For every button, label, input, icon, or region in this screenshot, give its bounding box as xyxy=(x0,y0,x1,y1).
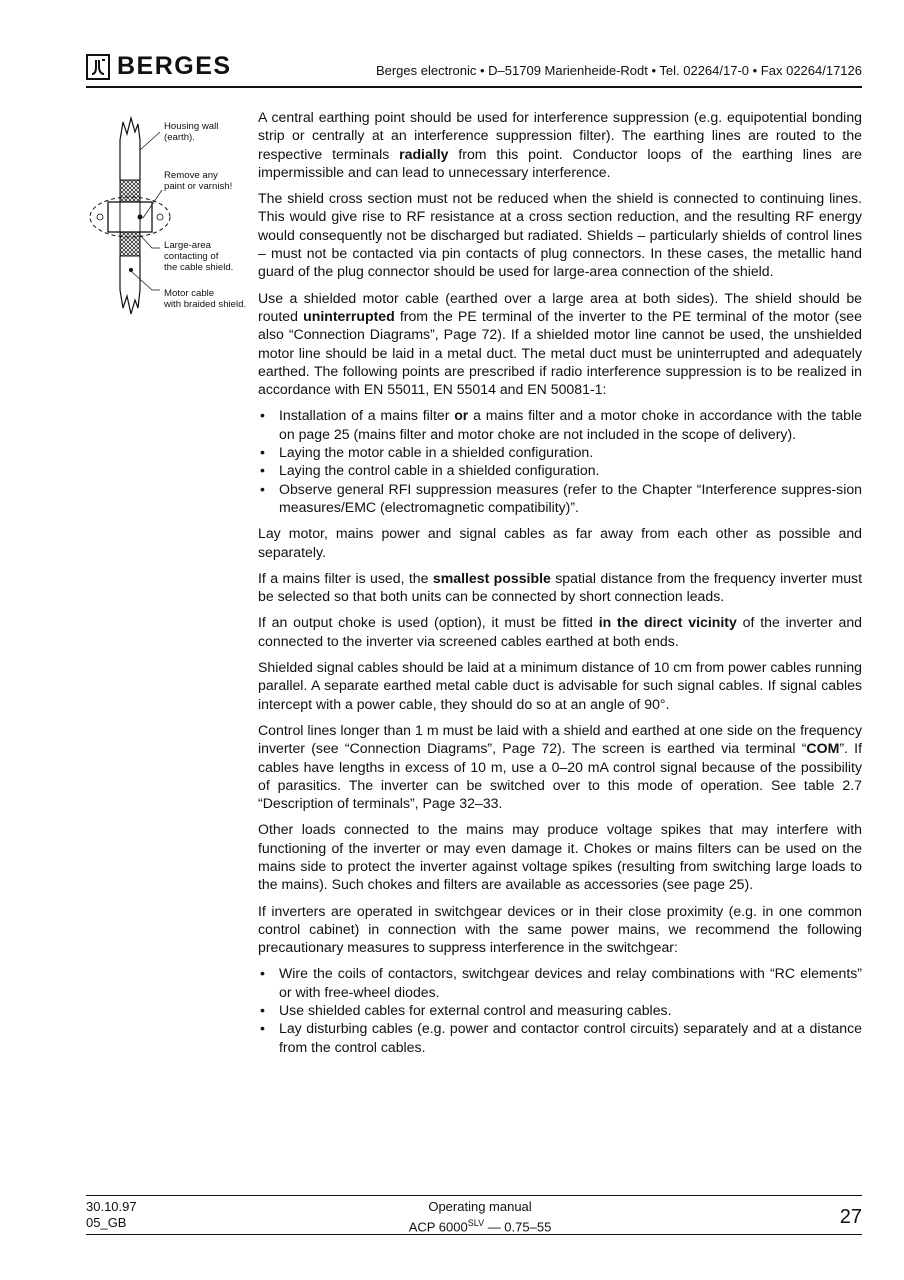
header-divider xyxy=(86,86,862,88)
paragraph-signal-cables: Shielded signal cables should be laid at a minimum distance of 10 cm from power cables running parallel. A separate earthed metal cable duct is advisable for such signal cables. If signal cables intercept with a power cable, they should do so at an angle of 90°. xyxy=(258,659,863,712)
paragraph-voltage-spikes: Other loads connected to the mains may produce voltage spikes that may interfere with functioning of the inverter or may even damage it. Chokes or mains filters can be used on the mains side to protect the inverter against voltage spikes (resulting from switching large loads to the mains). Such chokes and filters are available as accessories (see page 25). xyxy=(258,821,862,893)
main-text xyxy=(258,108,862,1064)
page-number: 27 xyxy=(839,1206,862,1228)
paragraph-shielded-motor-cable: Use a shielded motor cable (earthed over a large area at both sides). The shield should be routed uninterrupted from the PE terminal of the inverter to the PE terminal of the motor (see also “Connection Diagrams”, Page 72). If a shielded motor line cannot be used, the unshielded motor line should be laid in a metal duct. The metal duct must be uninterrupted and adequately earthed. The following points are prescribed if radio interference suppression is to be realized in accordance with EN 55011, EN 55014 and EN 50081-1: xyxy=(258,289,862,398)
footer-meta xyxy=(86,1199,137,1231)
paragraph-switchgear: If inverters are operated in switchgear devices or in their close proximity (e.g. in one common control cabinet) in connection with the same power mains, we recommend the following precautionary measures to suppress interference in the switchgear: xyxy=(258,902,862,956)
label-housing-wall: Housing wall (earth). xyxy=(164,121,219,143)
footer-version: 05_GB xyxy=(86,1215,127,1230)
list-item: • Wire the coils of contactors, switchgear devices and relay combinations with “RC elements” or with free-wheel diodes. xyxy=(258,964,862,1001)
footer-title xyxy=(360,1199,600,1235)
footer-date: 30.10.97 xyxy=(86,1199,137,1214)
paragraph-cable-separation: Lay motor, mains power and signal cables as far away from each other as possible and separately. xyxy=(258,525,862,560)
berges-logo-icon xyxy=(86,54,110,80)
footer-product: ACP $6000^{SLV}$ — 0.75–55 xyxy=(408,1218,552,1235)
label-large-area-contact: Large-area contacting of the cable shield. xyxy=(164,240,234,273)
paragraph-central-earthing: A central earthing point should be used for interference suppression (e.g. equipotential bonding strip or centrally at an interference suppression filter). The earthing lines are routed to the respective terminals radially from this point. Conductor loops of the earthing lines are impermissible and can lead to unnecessary interference. xyxy=(258,109,862,180)
footer-bottom-divider xyxy=(86,1234,862,1235)
paragraph-mains-filter: If a mains filter is used, the smallest possible spatial distance from the frequency inverter must be selected so that both units can be connected by short connection leads. xyxy=(258,569,863,605)
cable-shield-diagram xyxy=(80,110,255,325)
page-header xyxy=(86,52,862,84)
list-item: • Laying the motor cable in a shielded configuration. xyxy=(258,443,862,461)
label-motor-cable: Motor cable with braided shield. xyxy=(164,288,247,310)
list-item: • Installation of a mains filter or a mains filter and a motor choke in accordance with the table on page 25 (mains filter and motor choke are not included in the scope of delivery). xyxy=(258,406,862,443)
footer-manual-title: Operating manual xyxy=(428,1199,532,1214)
company-contact-info: Berges electronic • D–51709 Marienheide-Rodt • Tel. 02264/17-0 • Fax 02264/17126 xyxy=(375,63,862,78)
paragraph-output-choke: If an output choke is used (option), it must be fitted in the direct vicinity of the inverter and connected to the inverter via screened cables earthed at both ends. xyxy=(258,614,862,649)
brand-name: BERGES xyxy=(117,52,232,80)
paragraph-control-lines: Control lines longer than 1 m must be laid with a shield and earthed at one side on the frequency inverter (see “Connection Diagrams”, Page 72). The screen is earthed via terminal “COM”. If cables have lengths in excess of 10 m, use a 0–20 mA control signal because of the possibility of parasitics. The inverter can be switched over to this mode of operation. See table 2.7 “Description of terminals”, Page 32–33. xyxy=(258,721,862,812)
list-item: • Laying the control cable in a shielded configuration. xyxy=(258,461,862,479)
list-item: • Observe general RFI suppression measures (refer to the Chapter “Interference suppres-sion measures/EMC (electromagnetic compatibility)”. xyxy=(258,480,862,517)
rfi-requirements-list xyxy=(258,406,862,516)
label-remove-paint: Remove any paint or varnish! xyxy=(164,170,233,192)
list-item: • Lay disturbing cables (e.g. power and contactor control circuits) separately and at a distance from the control cables. xyxy=(258,1019,862,1056)
footer-divider xyxy=(86,1195,862,1196)
list-item: • Use shielded cables for external control and measuring cables. xyxy=(258,1001,862,1019)
paragraph-shield-cross-section: The shield cross section must not be reduced when the shield is connected to continuing lines. This would give rise to RF resistance at a cross section reduction, and the resulting RF energy would consequently not be discharged but radiated. Shields – particularly shields of control lines – must not be contacted via pin contacts of plug connectors. In these cases, the metallic hand guard of the plug connector should be used for large-area connection of the shield. xyxy=(258,190,862,280)
switchgear-measures-list xyxy=(258,964,862,1055)
